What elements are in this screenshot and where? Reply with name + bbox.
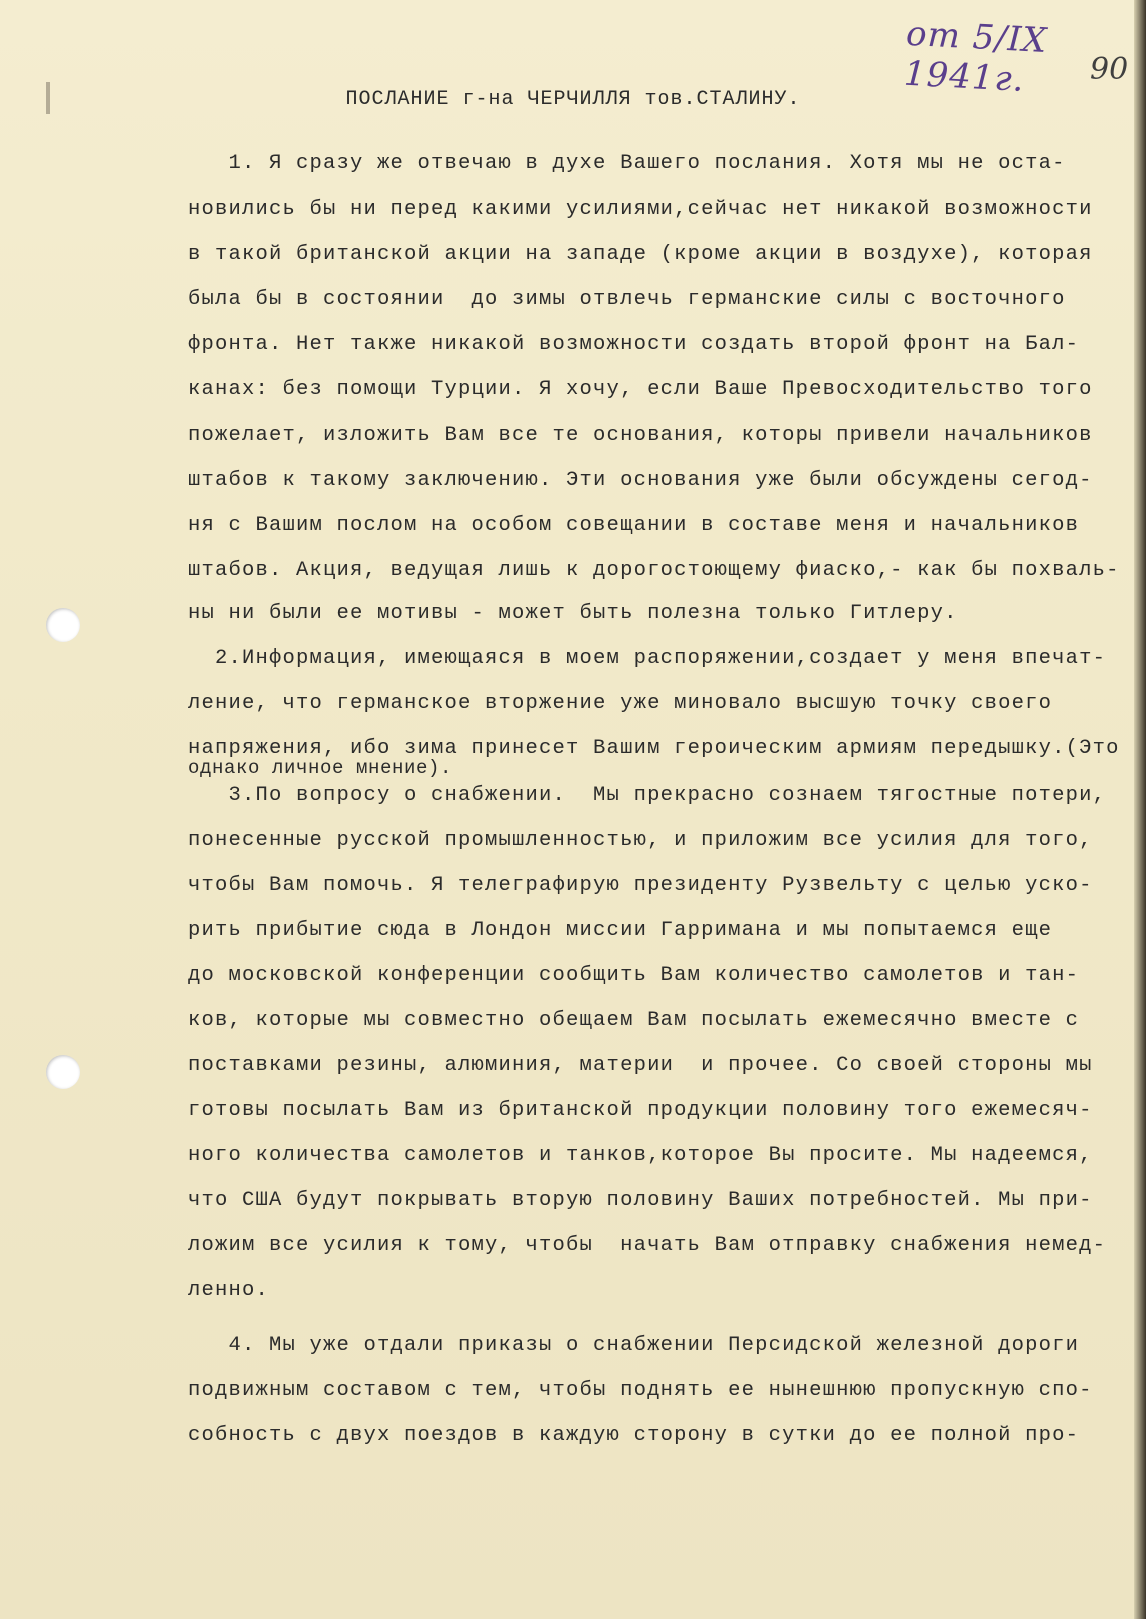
text-line: 4. Мы уже отдали приказы о снабжении Персидской железной дороги [188,1334,1080,1357]
text-line: рить прибытие сюда в Лондон миссии Гарримана и мы попытаемся еще [188,919,1053,942]
text-line: ление, что германское вторжение уже миновало высшую точку своего [188,692,1053,715]
text-line: понесенные русской промышленностью, и приложим все усилия для того, [188,829,1093,852]
text-line: пожелает, изложить Вам все те основания, которы привели начальников [188,424,1093,447]
punch-hole-bottom [46,1055,80,1089]
text-line: 2.Информация, имеющаяся в моем распоряжении,создает у меня впечат- [188,647,1107,670]
punch-hole-top [46,608,80,642]
text-line: ного количества самолетов и танков,которое Вы просите. Мы надеемся, [188,1144,1093,1167]
text-line: чтобы Вам помочь. Я телеграфирую президенту Рузвельту с целью уско- [188,874,1093,897]
text-line: новились бы ни перед какими усилиями,сейчас нет никакой возможности [188,198,1093,221]
text-line: ны ни были ее мотивы - может быть полезна только Гитлеру. [188,602,958,625]
text-line: канах: без помощи Турции. Я хочу, если Ваше Превосходительство того [188,378,1093,401]
text-line: ков, которые мы совместно обещаем Вам посылать ежемесячно вместе с [188,1009,1080,1032]
text-line: что США будут покрывать вторую половину Ваших потребностей. Мы при- [188,1189,1093,1212]
document-title: ПОСЛАНИЕ г-на ЧЕРЧИЛЛЯ тов.СТАЛИНУ. [345,88,801,111]
text-line: собность с двух поездов в каждую сторону в сутки до ее полной про- [188,1424,1080,1447]
text-line: фронта. Нет также никакой возможности создать второй фронт на Бал- [188,333,1080,356]
text-line: была бы в состоянии до зимы отвлечь германские силы с восточного [188,288,1066,311]
text-line: штабов к такому заключению. Эти основания уже были обсуждены сегод- [188,469,1093,492]
text-line: поставками резины, алюминия, материи и прочее. Со своей стороны мы [188,1054,1093,1077]
text-line: штабов. Акция, ведущая лишь к дорогостоющему фиаско,- как бы похваль- [188,559,1120,582]
handwritten-date: от 5/IX 1941г. [903,13,1049,100]
text-line: подвижным составом с тем, чтобы поднять ее нынешнюю пропускную спо- [188,1379,1093,1402]
text-line: ложим все усилия к тому, чтобы начать Вам отправку снабжения немед- [188,1234,1107,1257]
text-line: 3.По вопросу о снабжении. Мы прекрасно сознаем тягостные потери, [188,784,1107,807]
text-line: ня с Вашим послом на особом совещании в составе меня и начальников [188,514,1080,537]
text-line: в такой британской акции на западе (кроме акции в воздухе), которая [188,243,1093,266]
text-line: напряжения, ибо зима принесет Вашим героическим армиям передышку.(Это [188,737,1120,760]
text-line: 1. Я сразу же отвечаю в духе Вашего послания. Хотя мы не оста- [188,152,1066,175]
page-number: 90 [1090,52,1129,87]
text-line: готовы посылать Вам из британской продукции половину того ежемесяч- [188,1099,1093,1122]
text-line: до московской конференции сообщить Вам количество самолетов и тан- [188,964,1080,987]
page-edge-shadow [1134,0,1146,1619]
text-line: ленно. [188,1279,270,1302]
text-line: однако личное мнение). [188,757,453,779]
